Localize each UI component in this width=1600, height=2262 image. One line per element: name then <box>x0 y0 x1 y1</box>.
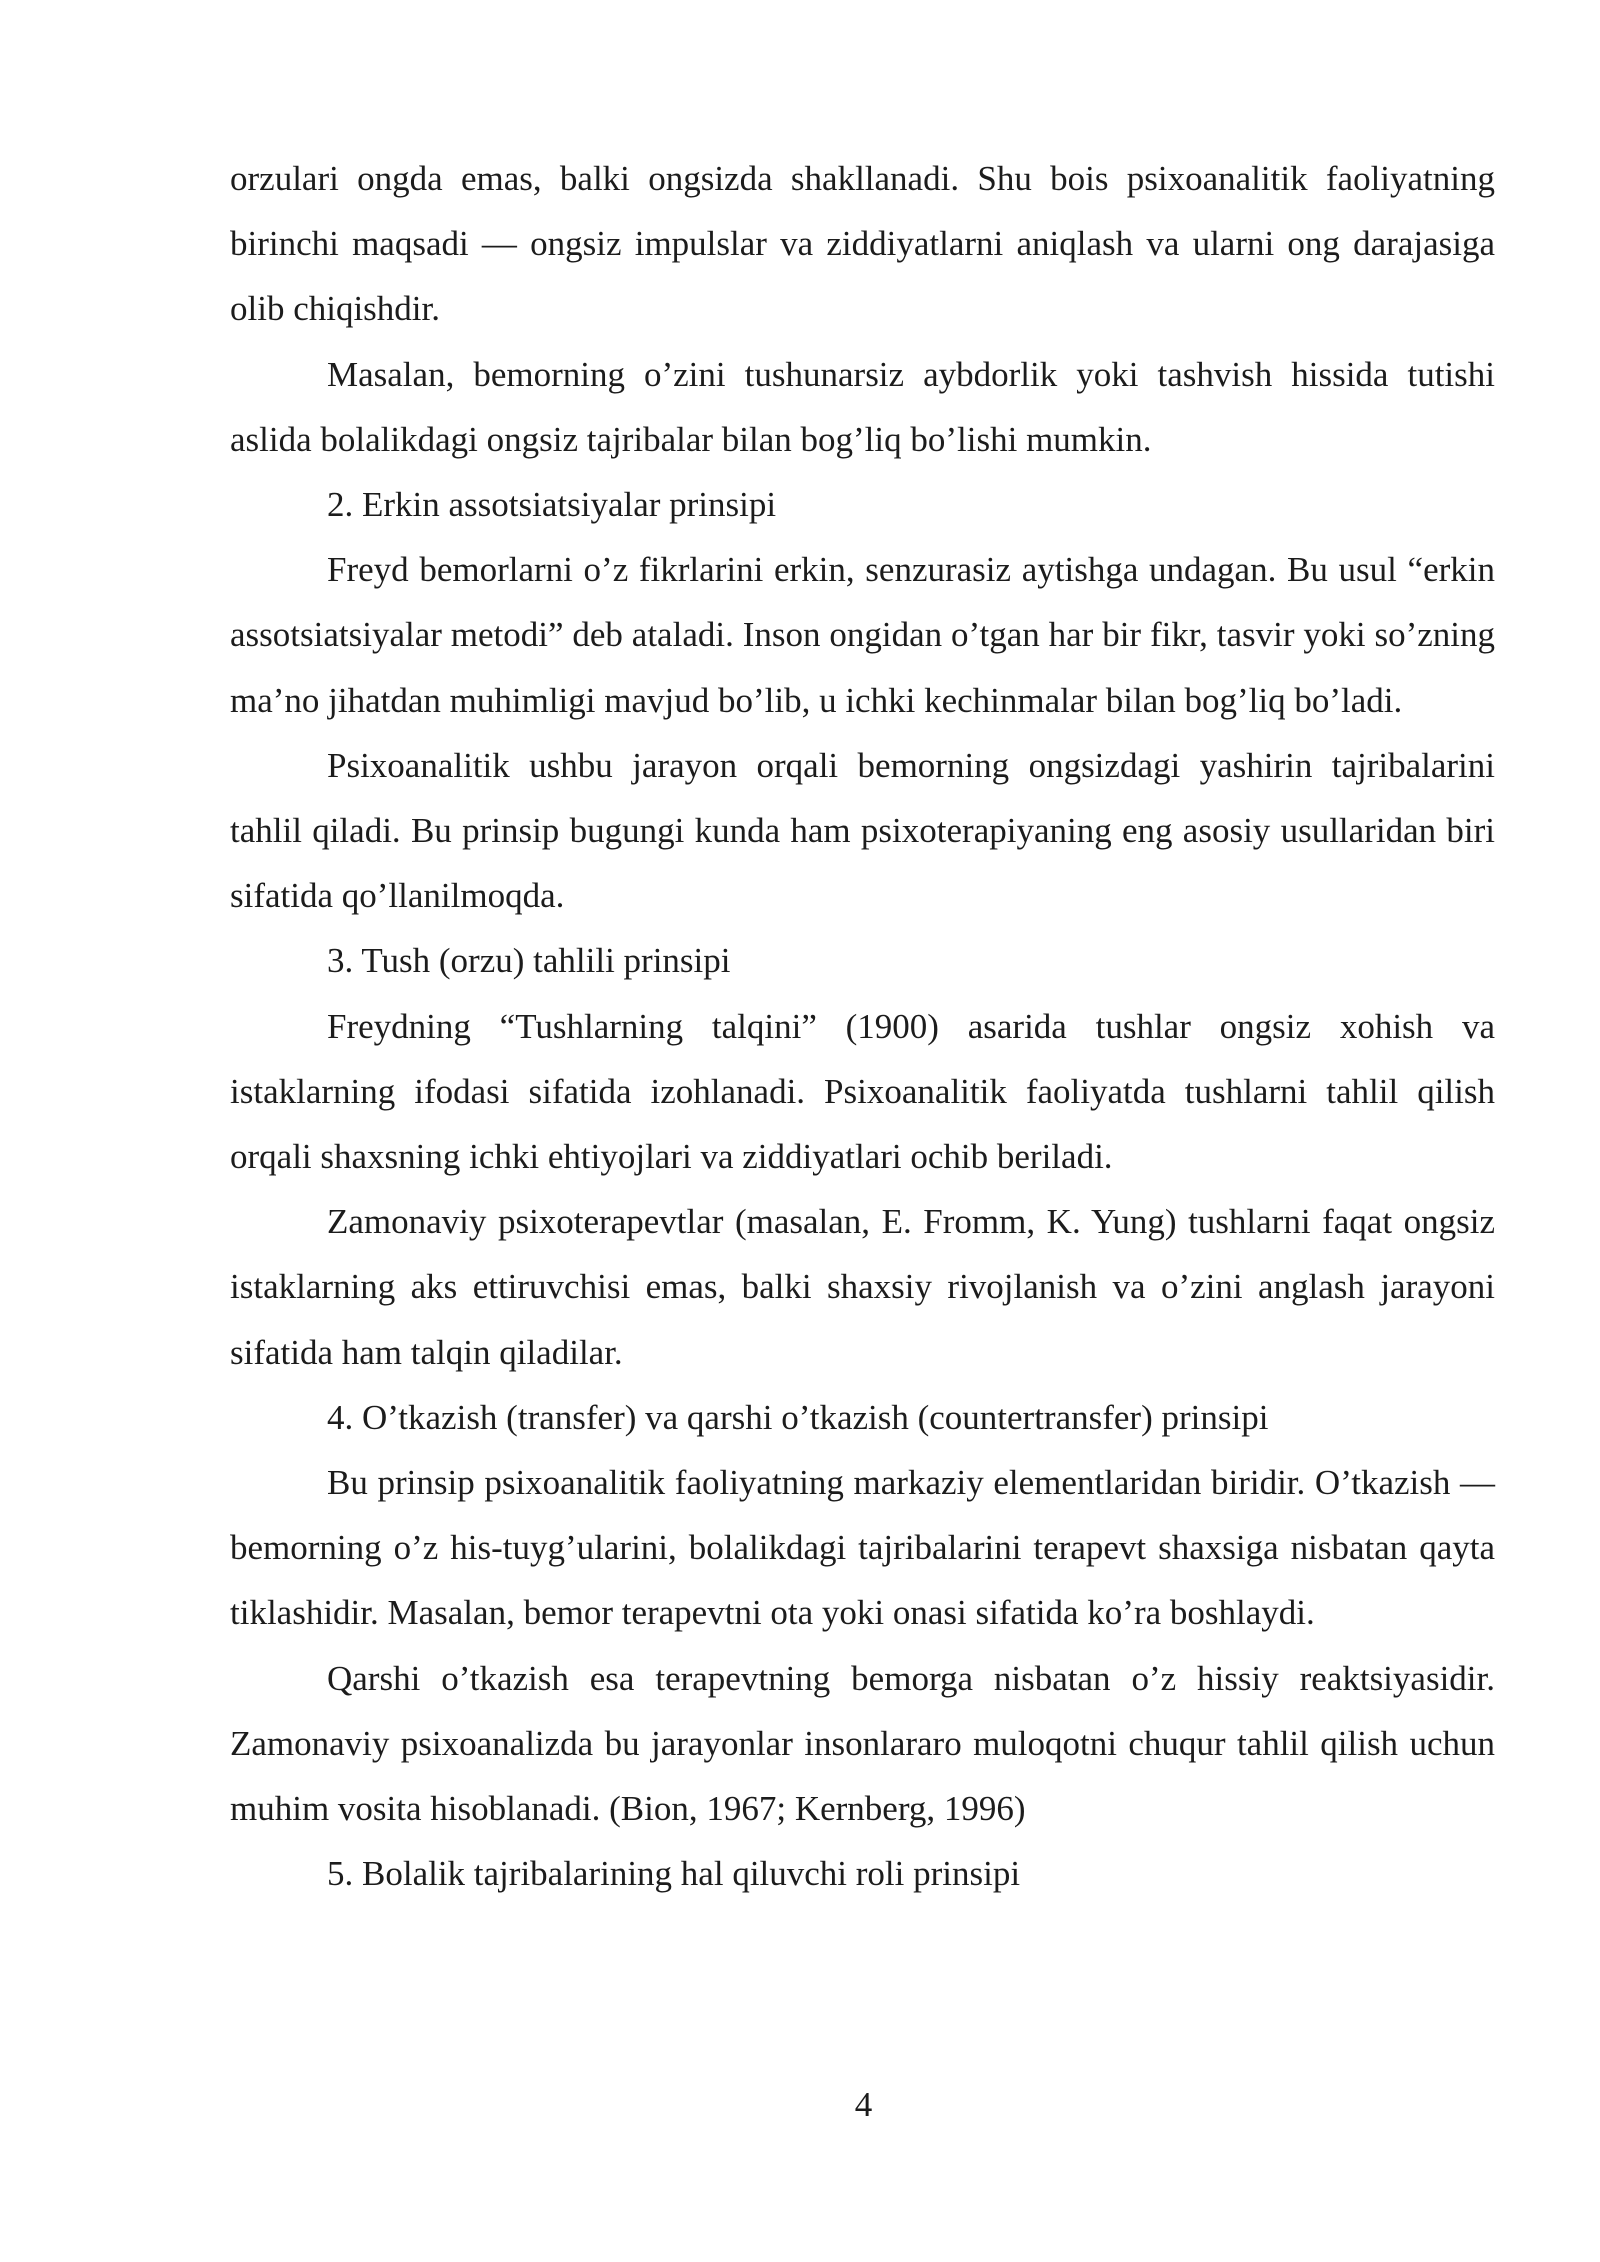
paragraph-dream-interpretation: Freydning “Tushlarning talqini” (1900) asarida tushlar ongsiz xohish va istaklarning ifodasi sifatida izohlanadi. Psixoanalitik faoliyatda tushlarni tahlil qilish orqali shaxsning ichki ehtiyojlari va ziddiyatlari ochib beriladi. <box>230 1006 1495 1177</box>
paragraph-countertransfer: Qarshi o’tkazish esa terapevtning bemorga nisbatan o’z hissiy reaktsiyasidir. Zamonaviy psixoanalizda bu jarayonlar insonlararo muloqotni chuqur tahlil qilish uchun muhim vosita hisoblanadi. (Bion, 1967; Kernberg, 1996) <box>230 1658 1495 1829</box>
paragraph-continuation: orzulari ongda emas, balki ongsizda shakllanadi. Shu bois psixoanalitik faoliyatning birinchi maqsadi — ongsiz impulslar va ziddiyatlarni aniqlash va ularni ong darajasiga olib chiqishdir. <box>230 159 1495 329</box>
page-number: 4 <box>854 2085 873 2124</box>
section-heading-4: 4. O’tkazish (transfer) va qarshi o’tkazish (countertransfer) prinsipi <box>327 1397 1269 1437</box>
section-heading-3: 3. Tush (orzu) tahlili prinsipi <box>327 941 731 981</box>
paragraph-free-association: Freyd bemorlarni o’z fikrlarini erkin, senzurasiz aytishga undagan. Bu usul “erkin assotsiatsiyalar metodi” deb ataladi. Inson ongidan o’tgan har bir fikr, tasvir yoki so’zning ma’no jihatdan muhimligi mavjud bo’lib, u ichki kechinmalar bilan bog’liq bo’ladi. <box>230 550 1495 720</box>
paragraph-free-association-analysis: Psixoanalitik ushbu jarayon orqali bemorning ongsizdagi yashirin tajribalarini tahlil qiladi. Bu prinsip bugungi kunda ham psixoterapiyaning eng asosiy usullaridan biri sifatida qo’llanilmoqda. <box>230 745 1495 916</box>
paragraph-transfer: Bu prinsip psixoanalitik faoliyatning markaziy elementlaridan biridir. O’tkazish — bemorning o’z his-tuyg’ularini, bolalikdagi tajribalarini terapevt shaxsiga nisbatan qayta tiklashidir. Masalan, bemor terapevtni ota yoki onasi sifatida ko’ra boshlaydi. <box>230 1463 1495 1633</box>
body-text <box>230 146 1495 1906</box>
section-heading-2: 2. Erkin assotsiatsiyalar prinsipi <box>327 485 777 525</box>
section-heading-5: 5. Bolalik tajribalarining hal qiluvchi roli prinsipi <box>327 1854 1021 1894</box>
paragraph-example: Masalan, bemorning o’zini tushunarsiz aybdorlik yoki tashvish hissida tutishi aslida bolalikdagi ongsiz tajribalar bilan bog’liq bo’lishi mumkin. <box>230 354 1495 459</box>
paragraph-modern-psychotherapists: Zamonaviy psixoterapevtlar (masalan, E. Fromm, K. Yung) tushlarni faqat ongsiz istaklarning aks ettiruvchisi emas, balki shaxsiy rivojlanish va o’zini anglash jarayoni sifatida ham talqin qiladilar. <box>230 1202 1495 1372</box>
